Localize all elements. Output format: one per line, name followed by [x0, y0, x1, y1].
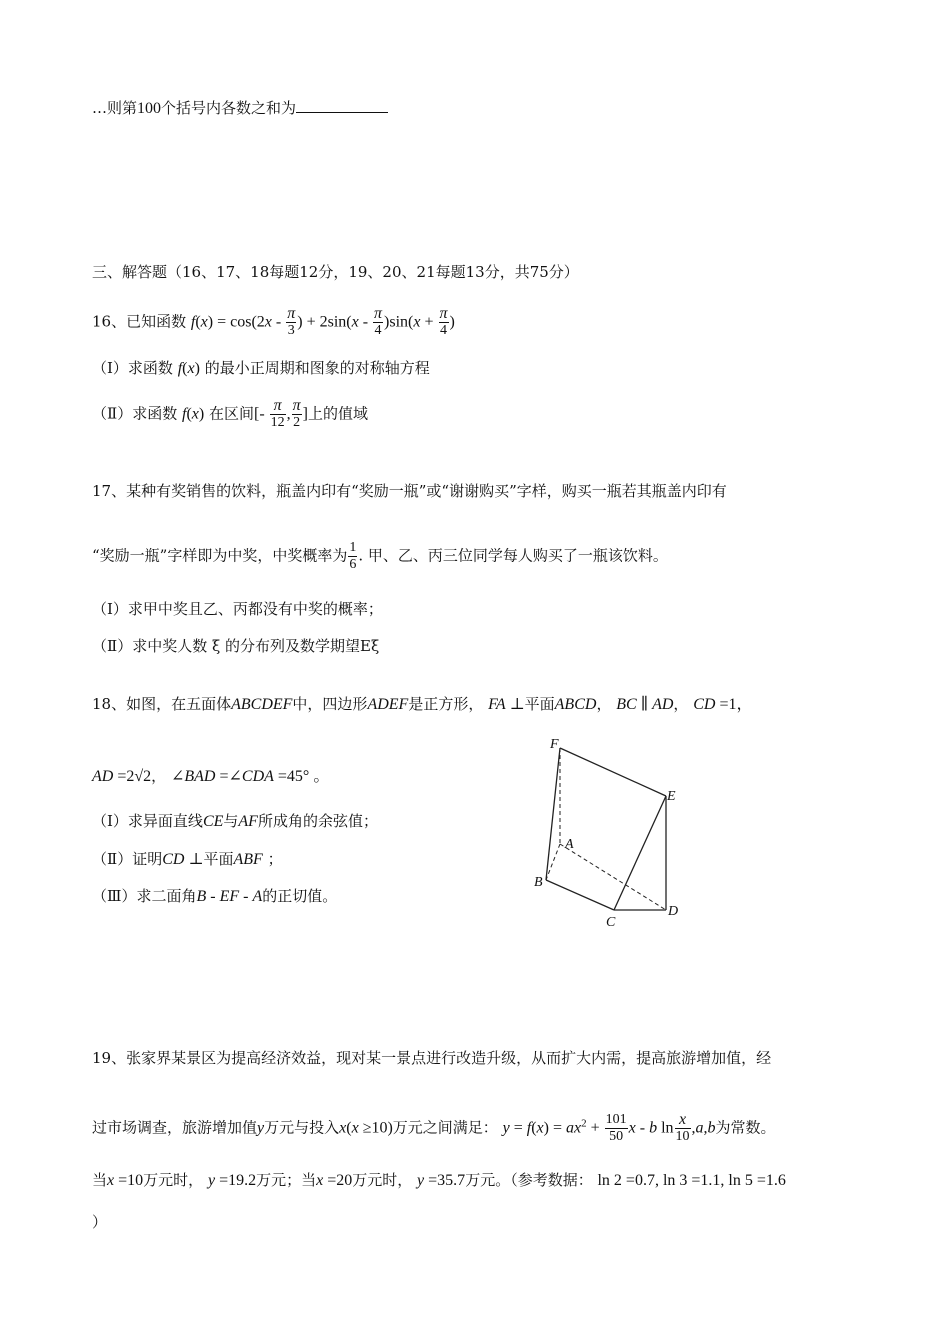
q17-part1: （Ⅰ）求甲中奖且乙、丙都没有中奖的概率； [92, 600, 383, 618]
q19-l3-b: 万元时， [143, 1171, 204, 1189]
intro-line [92, 98, 388, 119]
q18-p2-a: （Ⅱ）证明 [92, 850, 163, 868]
edge-AD-hidden [560, 844, 666, 910]
q18-p1-c: 所成角的余弦值； [257, 812, 378, 830]
q18-text-a: 18、如图，在五面体 [92, 695, 232, 713]
q18-p1-b: 与 [223, 812, 239, 830]
q17-line2-suffix: . 甲、乙、丙三位同学每人购买了一瓶该饮料。 [358, 546, 668, 565]
q18-part2: （Ⅱ）证明CD ⊥平面ABF ； [92, 850, 283, 868]
q18-line2: AD =2√2， ∠BAD =∠CDA =45° 。 [92, 767, 330, 785]
q18-text-b: 中，四边形 [292, 695, 368, 713]
section3-heading: 三、解答题（16、17、18每题12分，19、20、21每题13分，共75分） [92, 263, 579, 281]
q16-part2-mid: 在区间 [208, 404, 254, 423]
q17-line2 [92, 540, 668, 573]
edge-BC [546, 880, 614, 910]
q17-part2: （Ⅱ）求中奖人数 ξ 的分布列及数学期望Eξ [92, 637, 380, 655]
q16-part1-label: （Ⅰ）求函数 [92, 359, 173, 377]
answer-blank [296, 98, 388, 113]
pentahedron-diagram [528, 734, 688, 934]
q16-stem-text: 16、已知函数 [92, 312, 187, 331]
q18-text-d: 平面 [524, 695, 555, 713]
edge-FB [546, 748, 560, 880]
q18-p3-b: 的正切值。 [262, 887, 338, 905]
q19-l3-c: 万元；当 [256, 1171, 317, 1189]
q18-p1-a: （Ⅰ）求异面直线 [92, 812, 203, 830]
q16-part1: （Ⅰ）求函数 f(x) 的最小正周期和图象的对称轴方程 [92, 359, 430, 377]
q19-l2-b: 万元与投入 [264, 1118, 340, 1137]
q16-part2-label: （Ⅱ）求函数 [92, 404, 178, 423]
q18-line1: 18、如图，在五面体ABCDEF中，四边形ADEF是正方形， FA ⊥平面ABCD， BC ∥ AD， CD =1， [92, 695, 753, 713]
q18-p3-a: （Ⅲ）求二面角 [92, 887, 197, 905]
q16-part1-suffix: 的最小正周期和图象的对称轴方程 [204, 359, 430, 377]
q18-text-c: 是正方形， [408, 695, 484, 713]
intro-number: 100 [137, 100, 162, 117]
label-B: B [534, 875, 543, 890]
q19-l3-a: 当 [92, 1171, 108, 1189]
q17-line2-prefix: “奖励一瓶”字样即为中奖，中奖概率为 [92, 546, 348, 565]
intro-prefix: …则第 [92, 99, 138, 117]
q19-line2: 过市场调查，旅游增加值y万元与投入x(x ≥10)万元之间满足： $y = f(x) = ax^2$ + $\frac{101}{50}$ x - b ln $\frac{x}{10}$ ,a,b为常数。 [92, 1111, 776, 1144]
q16-part2: （Ⅱ）求函数 f(x) 在区间[- $\frac{\pi}{12}$ , $\frac{\pi}{2}$ ]上的值域 [92, 397, 369, 430]
intro-suffix: 个括号内各数之和为 [161, 99, 297, 117]
q19-line3: 当x =10万元时， y =19.2万元；当x =20万元时， y =35.7万元。（参考数据： ln 2 =0.7, ln 3 =1.1, ln 5 =1.6 [92, 1171, 786, 1189]
q19-l3-d: 万元时， [352, 1171, 413, 1189]
q18-part1: （Ⅰ）求异面直线CE与AF所成角的余弦值； [92, 812, 378, 830]
q19-l3-e: 万元。（参考数据： [465, 1171, 593, 1189]
q19-l2-c: 万元之间满足： [392, 1118, 498, 1137]
q18-p2-b: 平面 [203, 850, 234, 868]
label-F: F [550, 737, 559, 752]
edge-FE [560, 748, 666, 796]
q16-stem: 16、已知函数 f(x) = cos(2x - $\frac{\pi}{3}$ ) + 2sin(x - $\frac{\pi}{4}$ )sin(x + $\frac{\pi}{4}$ ) [92, 305, 455, 338]
pentahedron-figure [528, 734, 688, 934]
q16-part2-suffix: 上的值域 [308, 404, 369, 423]
probability-fraction: $\frac{1}{6}$ [349, 540, 357, 572]
q16-function-formula: f [190, 313, 196, 331]
label-E: E [667, 789, 676, 804]
q17-line1: 17、某种有奖销售的饮料，瓶盖内印有“奖励一瓶”或“谢谢购买”字样，购买一瓶若其瓶盖内印有 [92, 482, 727, 500]
label-C: C [606, 915, 616, 930]
label-D: D [668, 904, 679, 919]
q19-l2-d: 为常数。 [715, 1118, 776, 1137]
q19-line4: ） [92, 1213, 108, 1231]
q18-part3: （Ⅲ）求二面角B - EF - A的正切值。 [92, 887, 338, 905]
q19-line1: 19、张家界某景区为提高经济效益，现对某一景点进行改造升级，从而扩大内需，提高旅游增加值，经 [92, 1049, 772, 1067]
edge-EC [614, 796, 666, 910]
q19-l2-a: 过市场调查，旅游增加值 [92, 1118, 258, 1137]
label-A: A [565, 837, 574, 852]
